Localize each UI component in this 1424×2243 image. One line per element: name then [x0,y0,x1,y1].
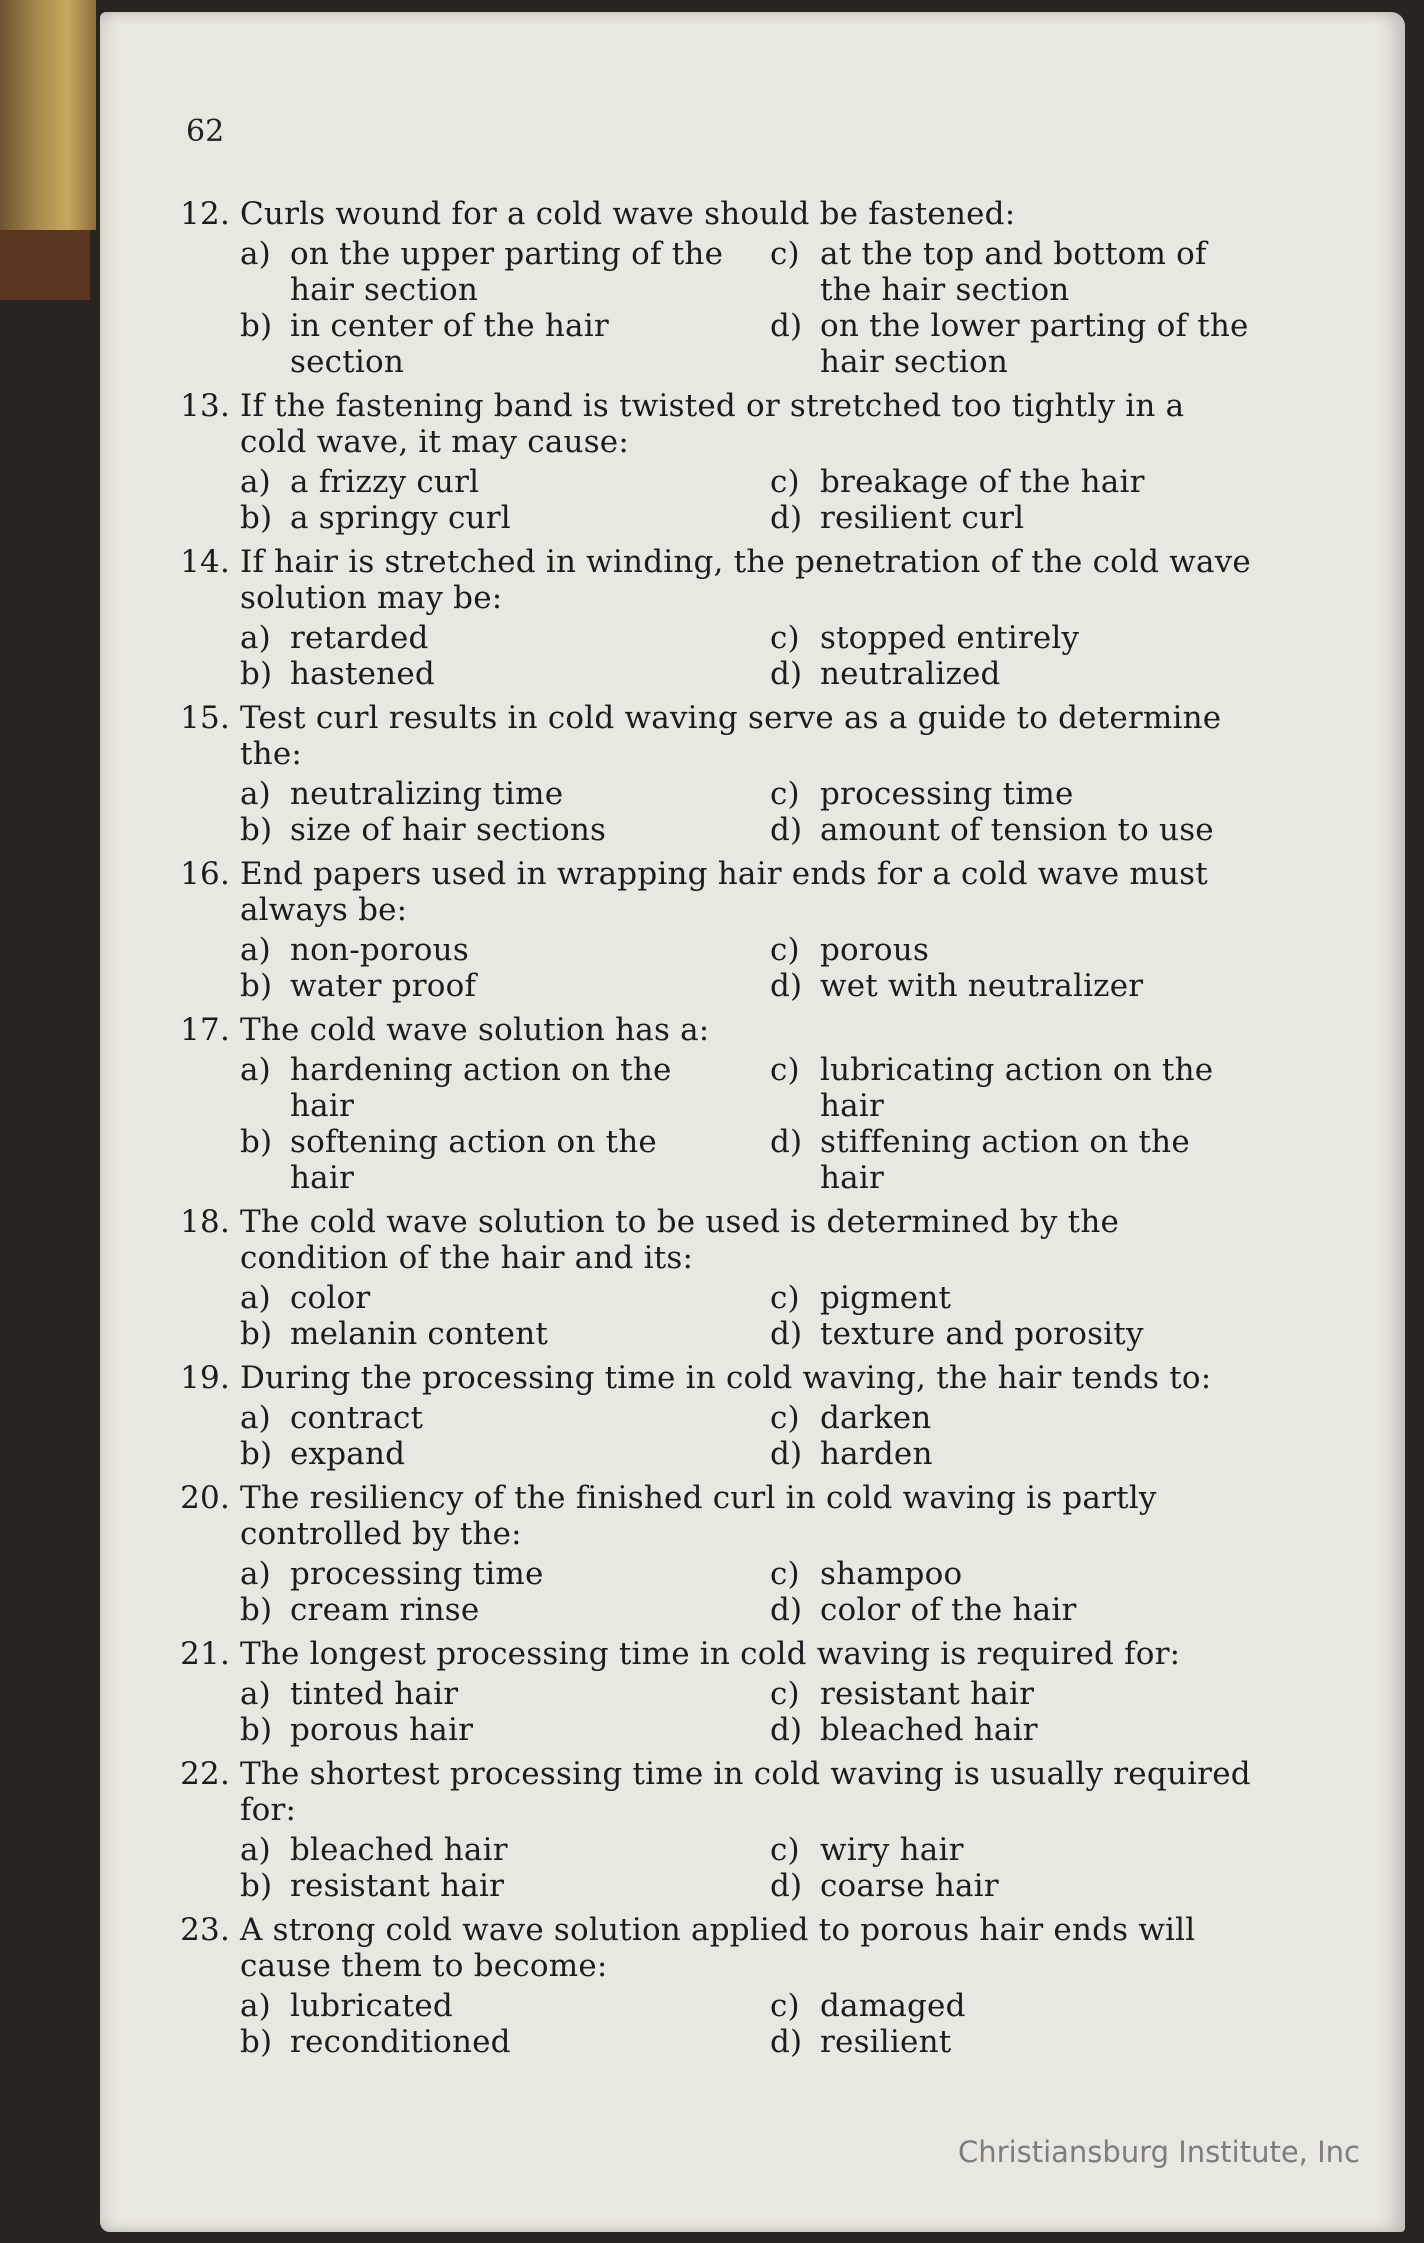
answer-option [240,1400,730,1436]
option-letter: b) [240,1592,273,1628]
answer-option [770,1556,1260,1592]
answer-options [170,1052,1260,1196]
option-letter: d) [770,1316,803,1352]
option-letter: a) [240,1052,271,1088]
question-item [170,1204,1260,1352]
question-item [170,544,1260,692]
question-text: If hair is stretched in winding, the penetration of the cold wave solution may be: [240,544,1251,616]
option-letter: d) [770,968,803,1004]
question-stem [170,1480,1260,1552]
question-text: Curls wound for a cold wave should be fastened: [240,196,1016,232]
answer-option [770,1124,1260,1196]
question-item [170,1756,1260,1904]
answer-option [240,308,730,380]
question-text: The cold wave solution to be used is determined by the condition of the hair and its: [240,1204,1120,1276]
question-stem [170,1912,1260,1984]
option-letter: b) [240,1316,273,1352]
answer-option [240,1124,730,1196]
question-item [170,388,1260,536]
option-letter: c) [770,932,800,968]
option-letter: b) [240,1868,273,1904]
question-stem [170,700,1260,772]
answer-option [770,620,1260,656]
answer-options [170,464,1260,536]
option-letter: d) [770,656,803,692]
option-letter: b) [240,2024,273,2060]
option-text: at the top and bottom of the hair section [820,236,1207,308]
option-text: coarse hair [820,1868,999,1904]
option-letter: b) [240,656,273,692]
option-letter: d) [770,1868,803,1904]
question-number: 15. [180,700,230,736]
option-text: water proof [290,968,477,1004]
option-letter: a) [240,620,271,656]
question-stem [170,388,1260,460]
answer-option [770,1592,1260,1628]
option-text: wiry hair [820,1832,964,1868]
option-text: contract [290,1400,424,1436]
option-text: reconditioned [290,2024,511,2060]
answer-option [770,464,1260,500]
option-letter: d) [770,1436,803,1472]
answer-option [240,1712,730,1748]
option-text: cream rinse [290,1592,480,1628]
answer-option [240,1280,730,1316]
option-text: breakage of the hair [820,464,1145,500]
question-text: The resiliency of the finished curl in cold waving is partly controlled by the: [240,1480,1157,1552]
answer-option [240,2024,730,2060]
answer-options [170,1400,1260,1472]
answer-options [170,1676,1260,1748]
option-text: stopped entirely [820,620,1080,656]
option-letter: b) [240,812,273,848]
option-text: color [290,1280,371,1316]
option-letter: d) [770,2024,803,2060]
question-stem [170,544,1260,616]
option-letter: c) [770,236,800,272]
option-letter: c) [770,1280,800,1316]
answer-options [170,1832,1260,1904]
option-letter: d) [770,1592,803,1628]
answer-option [240,1436,730,1472]
answer-option [240,1988,730,2024]
question-number: 21. [180,1636,230,1672]
option-text: on the lower parting of the hair section [820,308,1249,380]
option-text: a springy curl [290,500,511,536]
option-text: expand [290,1436,406,1472]
option-letter: a) [240,464,271,500]
answer-option [770,932,1260,968]
option-letter: b) [240,308,273,344]
answer-options [170,776,1260,848]
question-item [170,1360,1260,1472]
question-number: 16. [180,856,230,892]
option-letter: d) [770,1124,803,1160]
option-text: processing time [820,776,1074,812]
binder-tab [0,0,96,230]
question-item [170,1636,1260,1748]
question-number: 12. [180,196,230,232]
option-text: processing time [290,1556,544,1592]
option-letter: c) [770,464,800,500]
option-text: porous hair [290,1712,474,1748]
answer-options [170,1556,1260,1628]
option-text: porous [820,932,930,968]
option-text: neutralizing time [290,776,564,812]
answer-option [770,776,1260,812]
question-stem [170,856,1260,928]
option-letter: a) [240,236,271,272]
answer-option [240,620,730,656]
answer-option [770,968,1260,1004]
option-letter: d) [770,308,803,344]
option-letter: b) [240,968,273,1004]
answer-option [770,1712,1260,1748]
answer-option [770,1280,1260,1316]
option-text: hastened [290,656,435,692]
watermark: Christiansburg Institute, Inc [958,2135,1360,2169]
answer-option [240,1592,730,1628]
answer-option [770,308,1260,380]
answer-option [240,776,730,812]
option-text: in center of the hair section [290,308,609,380]
question-number: 17. [180,1012,230,1048]
option-text: resilient [820,2024,952,2060]
question-item [170,1912,1260,2060]
question-number: 20. [180,1480,230,1516]
question-stem [170,1204,1260,1276]
answer-option [240,464,730,500]
answer-option [770,1400,1260,1436]
option-text: darken [820,1400,932,1436]
answer-options [170,932,1260,1004]
answer-option [770,1676,1260,1712]
answer-option [240,812,730,848]
question-text: During the processing time in cold waving, the hair tends to: [240,1360,1212,1396]
option-text: texture and porosity [820,1316,1144,1352]
option-text: retarded [290,620,429,656]
option-text: tinted hair [290,1676,459,1712]
answer-option [240,1868,730,1904]
question-number: 13. [180,388,230,424]
option-text: resistant hair [290,1868,505,1904]
question-stem [170,1360,1260,1396]
option-letter: d) [770,500,803,536]
question-number: 22. [180,1756,230,1792]
option-text: amount of tension to use [820,812,1214,848]
option-letter: c) [770,1676,800,1712]
answer-option [240,968,730,1004]
option-letter: b) [240,500,273,536]
question-item [170,856,1260,1004]
option-letter: a) [240,1832,271,1868]
answer-option [770,1436,1260,1472]
option-letter: c) [770,1832,800,1868]
binder-tab-shadow [0,230,90,300]
answer-option [770,1316,1260,1352]
answer-option [770,1988,1260,2024]
answer-option [240,656,730,692]
option-letter: a) [240,1988,271,2024]
answer-option [240,1832,730,1868]
option-text: color of the hair [820,1592,1077,1628]
question-item [170,700,1260,848]
option-text: on the upper parting of the hair section [290,236,724,308]
option-letter: a) [240,932,271,968]
option-text: harden [820,1436,933,1472]
question-item [170,1480,1260,1628]
option-text: bleached hair [820,1712,1038,1748]
option-text: lubricated [290,1988,453,2024]
answer-option [770,1052,1260,1124]
option-text: a frizzy curl [290,464,480,500]
answer-option [770,1832,1260,1868]
answer-option [770,812,1260,848]
option-letter: c) [770,776,800,812]
answer-option [240,236,730,308]
option-letter: c) [770,620,800,656]
option-letter: d) [770,812,803,848]
option-letter: a) [240,1400,271,1436]
question-text: If the fastening band is twisted or stretched too tightly in a cold wave, it may cause: [240,388,1185,460]
answer-options [170,236,1260,380]
answer-option [240,1556,730,1592]
option-letter: c) [770,1556,800,1592]
answer-option [770,656,1260,692]
option-letter: b) [240,1124,273,1160]
option-letter: b) [240,1712,273,1748]
question-text: End papers used in wrapping hair ends for a cold wave must always be: [240,856,1208,928]
option-text: hardening action on the hair [290,1052,672,1124]
question-text: Test curl results in cold waving serve as a guide to determine the: [240,700,1222,772]
option-text: neutralized [820,656,1001,692]
question-text: The shortest processing time in cold waving is usually required for: [240,1756,1251,1828]
question-text: The longest processing time in cold waving is required for: [240,1636,1181,1672]
option-text: melanin content [290,1316,549,1352]
option-text: bleached hair [290,1832,508,1868]
question-item [170,1012,1260,1196]
option-letter: c) [770,1052,800,1088]
question-number: 14. [180,544,230,580]
answer-option [770,236,1260,308]
question-stem [170,196,1260,232]
option-text: damaged [820,1988,966,2024]
option-text: softening action on the hair [290,1124,657,1196]
answer-option [240,1052,730,1124]
question-number: 23. [180,1912,230,1948]
question-text: The cold wave solution has a: [240,1012,710,1048]
answer-options [170,620,1260,692]
answer-options [170,1988,1260,2060]
option-letter: d) [770,1712,803,1748]
option-text: resilient curl [820,500,1025,536]
option-letter: a) [240,1676,271,1712]
option-text: lubricating action on the hair [820,1052,1214,1124]
option-letter: b) [240,1436,273,1472]
answer-option [240,932,730,968]
answer-option [770,500,1260,536]
option-text: size of hair sections [290,812,607,848]
question-list [170,196,1260,2068]
option-text: resistant hair [820,1676,1035,1712]
option-text: stiffening action on the hair [820,1124,1190,1196]
question-number: 19. [180,1360,230,1396]
question-text: A strong cold wave solution applied to porous hair ends will cause them to become: [240,1912,1196,1984]
page-number: 62 [186,114,225,149]
question-item [170,196,1260,380]
option-letter: c) [770,1400,800,1436]
answer-option [770,2024,1260,2060]
answer-options [170,1280,1260,1352]
option-letter: c) [770,1988,800,2024]
answer-option [240,1676,730,1712]
answer-option [770,1868,1260,1904]
option-text: shampoo [820,1556,963,1592]
option-letter: a) [240,776,271,812]
option-text: pigment [820,1280,952,1316]
question-number: 18. [180,1204,230,1240]
option-text: wet with neutralizer [820,968,1144,1004]
option-letter: a) [240,1556,271,1592]
option-text: non-porous [290,932,469,968]
question-stem [170,1636,1260,1672]
answer-option [240,1316,730,1352]
question-stem [170,1012,1260,1048]
question-stem [170,1756,1260,1828]
answer-option [240,500,730,536]
option-letter: a) [240,1280,271,1316]
